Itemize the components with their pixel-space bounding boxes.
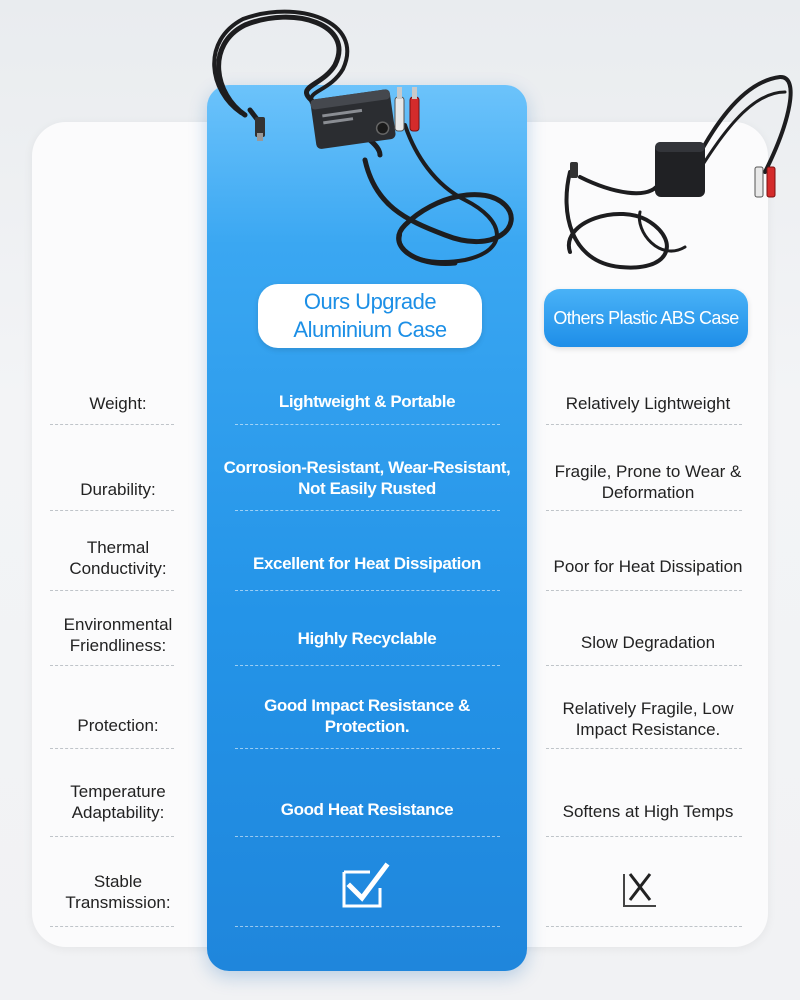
row-label-temperature-adaptability: Temperature Adaptability: [70, 782, 166, 822]
row-divider [50, 748, 174, 749]
ours-value-thermal-conductivity: Excellent for Heat Dissipation [253, 553, 481, 573]
ours-value-protection: Good Impact Resistance & Protection. [264, 696, 470, 736]
checkmark-icon [340, 862, 390, 910]
plastic-converter-image [540, 62, 795, 282]
row-divider [50, 926, 174, 927]
row-divider [235, 748, 500, 749]
row-divider [546, 926, 742, 927]
row-divider [235, 926, 500, 927]
row-divider [235, 836, 500, 837]
ours-value-weight: Lightweight & Portable [278, 391, 456, 411]
others-value-thermal-conductivity: Poor for Heat Dissipation [553, 556, 743, 576]
row-label-weight: Weight: [89, 393, 147, 413]
row-divider [546, 590, 742, 591]
row-divider [235, 424, 500, 425]
row-divider [50, 590, 174, 591]
row-divider [50, 836, 174, 837]
others-plastic-badge: Others Plastic ABS Case [544, 289, 748, 347]
ours-value-temperature-adaptability: Good Heat Resistance [280, 799, 454, 819]
row-divider [546, 748, 742, 749]
row-label-environmental-friendliness: Environmental Friendliness: [63, 615, 173, 655]
row-divider [546, 836, 742, 837]
others-value-temperature-adaptability: Softens at High Temps [562, 801, 734, 821]
ours-value-durability: Corrosion-Resistant, Wear-Resistant, Not Easily Rusted [223, 458, 511, 498]
row-label-protection: Protection: [77, 715, 159, 735]
row-divider [546, 424, 742, 425]
row-divider [50, 665, 174, 666]
row-divider [50, 510, 174, 511]
row-label-thermal-conductivity: Thermal Conductivity: [69, 538, 167, 578]
cross-icon [620, 866, 660, 910]
row-divider [235, 590, 500, 591]
row-label-stable-transmission: Stable Transmission: [65, 872, 171, 912]
row-divider [546, 665, 742, 666]
others-value-durability: Fragile, Prone to Wear & Deformation [554, 462, 742, 502]
others-value-protection: Relatively Fragile, Low Impact Resistance. [562, 699, 734, 739]
aluminium-converter-image [205, 5, 525, 280]
row-label-durability: Durability: [80, 479, 156, 499]
row-divider [235, 510, 500, 511]
others-value-weight: Relatively Lightweight [565, 393, 731, 413]
ours-aluminium-badge: Ours Upgrade Aluminium Case [258, 284, 482, 348]
row-divider [50, 424, 174, 425]
others-value-environmental-friendliness: Slow Degradation [580, 632, 716, 652]
row-divider [235, 665, 500, 666]
row-divider [546, 510, 742, 511]
ours-value-environmental-friendliness: Highly Recyclable [297, 628, 437, 648]
